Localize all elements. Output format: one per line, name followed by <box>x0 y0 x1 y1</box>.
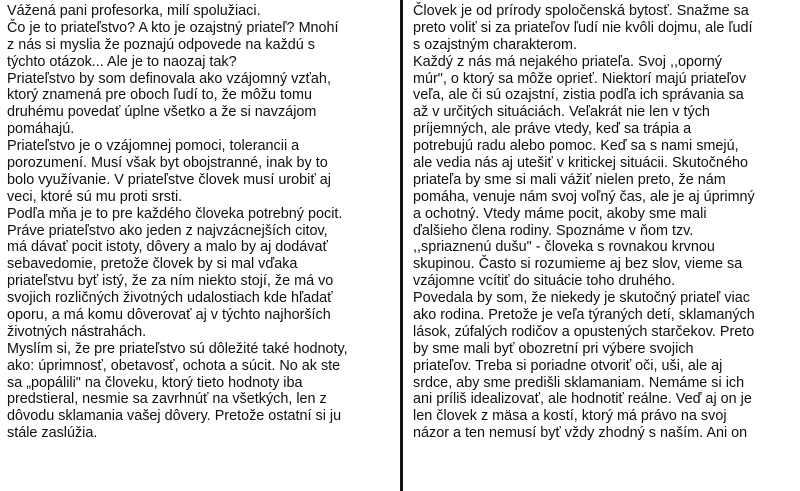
text-line: potrebujú radu alebo pomoc. Keď sa s nami smejú, <box>413 138 739 155</box>
text-line: má dávať pocit istoty, dôvery a malo by aj dodávať <box>7 239 328 256</box>
text-line: s ozajstným charakterom. <box>413 36 577 53</box>
text-line: predstieral, nesmie sa zavrhnúť na všetkých, len z <box>7 391 327 408</box>
text-line: pomáha, venuje nám svoj voľný čas, ale je aj úprimný <box>413 188 755 205</box>
text-line: dôvodu sklamania vašej dôvery. Pretože ostatní si ju <box>7 408 342 425</box>
text-line: ale vedia nás aj utešiť v kritickej situácii. Skutočného <box>413 155 748 172</box>
text-line: Vážená pani profesorka, milí spolužiaci. <box>7 3 261 19</box>
text-line: vzájomne vcítiť do situácie toho druhého. <box>413 273 676 290</box>
text-line: a ochotný. Vtedy máme pocit, akoby sme mali <box>413 205 707 222</box>
right-text-column <box>413 3 793 442</box>
text-line: veci, ktoré sú mu proti srsti. <box>7 188 183 205</box>
text-line: Čo je to priateľstvo? A kto je ozajstný priateľ? Mnohí <box>7 19 339 36</box>
left-text-column <box>7 3 382 442</box>
text-line: priateľstvu byť istý, že za ním niekto stojí, že má vo <box>7 273 334 290</box>
text-line: ,,spriaznenú dušu" - človeka s rovnakou krvnou <box>413 239 715 256</box>
text-line: názor a ten nemusí byť vždy zhodný s naším. Ani on <box>413 425 748 442</box>
text-line: ani príliš idealizovať, ale hodnotiť reálne. Veď aj on je <box>413 391 752 408</box>
text-line: sebavedomie, pretože človek by si mal vďaka <box>7 256 298 273</box>
text-line: príjemných, ale práve vtedy, keď sa trápia a <box>413 121 692 138</box>
text-line: oporu, a má komu dôverovať aj v týchto najhorších <box>7 307 331 324</box>
text-line: ktorý znamená pre oboch ľudí to, že môžu tomu <box>7 87 312 104</box>
text-line: len človek z mäsa a kostí, ktorý má právo na svoj <box>413 408 727 425</box>
text-line: Práve priateľstvo ako jeden z najvzácnejších citov, <box>7 222 328 239</box>
text-line: stále zaslúžia. <box>7 425 98 442</box>
text-line: Povedala by som, že niekedy je skutočný priateľ viac <box>413 290 750 307</box>
text-line: lások, zúfalých rodičov a opustených starčekov. Preto <box>413 323 755 340</box>
text-line: priateľa by sme si mali vážiť nielen preto, že nám <box>413 171 726 188</box>
text-line: by sme mali byť obozretní pri výbere svojich <box>413 340 694 357</box>
text-line: veľa, ale či sú ozajstní, zistia podľa ich správania sa <box>413 87 744 104</box>
text-line: svojich rozličných životných udalostiach kde hľadať <box>7 290 333 307</box>
text-line: priateľov. Treba si poriadne otvoriť oči, uši, ale aj <box>413 357 723 374</box>
text-line: bolo využívanie. V priateľstve človek musí urobiť aj <box>7 171 331 188</box>
text-line: Myslím si, že pre priateľstvo sú dôležité také hodnoty, <box>7 340 348 357</box>
text-line: až v určitých situáciách. Veľakrát nie len v tých <box>413 104 710 121</box>
text-line: životných nástrahách. <box>7 323 147 340</box>
text-line: z nás si myslia že poznajú odpovede na každú s <box>7 36 315 53</box>
text-line: ako: úprimnosť, obetavosť, ochota a súcit. No ak ste <box>7 357 341 374</box>
text-line: Človek je od prírody spoločenská bytosť. Snažme sa <box>413 3 749 19</box>
text-line: Každý z nás má nejakého priateľa. Svoj ,,oporný <box>413 53 722 70</box>
text-line: Priateľstvo by som definovala ako vzájomný vzťah, <box>7 70 331 87</box>
text-line: Priateľstvo je o vzájomnej pomoci, tolerancii a <box>7 138 300 155</box>
text-line: pomáhajú. <box>7 121 75 138</box>
text-line: Podľa mňa je to pre každého človeka potrebný pocit. <box>7 205 343 222</box>
text-line: porozumení. Musí však byt obojstranné, inak by to <box>7 155 328 172</box>
text-line: týchto otázok... Ale je to naozaj tak? <box>7 53 237 70</box>
text-line: druhému povedať úplne všetko a že si navzájom <box>7 104 317 121</box>
text-line: ako rodina. Pretože je veľa týraných detí, sklamaných <box>413 307 755 324</box>
text-line: múr", o ktorý sa môže oprieť. Niektorí majú priateľov <box>413 70 747 87</box>
text-line: sa „popálili" na človeku, ktorý tieto hodnoty iba <box>7 374 303 391</box>
text-line: skupinou. Často si rozumieme aj bez slov, vieme sa <box>413 256 743 273</box>
text-line: srdce, aby sme predišli sklamaniam. Nemáme si ich <box>413 374 745 391</box>
column-divider <box>400 0 403 491</box>
text-line: preto voliť si za priateľov ľudí nie kvôli dojmu, ale ľudí <box>413 19 753 36</box>
text-line: ďalšieho člena rodiny. Spoznáme v ňom tzv. <box>413 222 694 239</box>
